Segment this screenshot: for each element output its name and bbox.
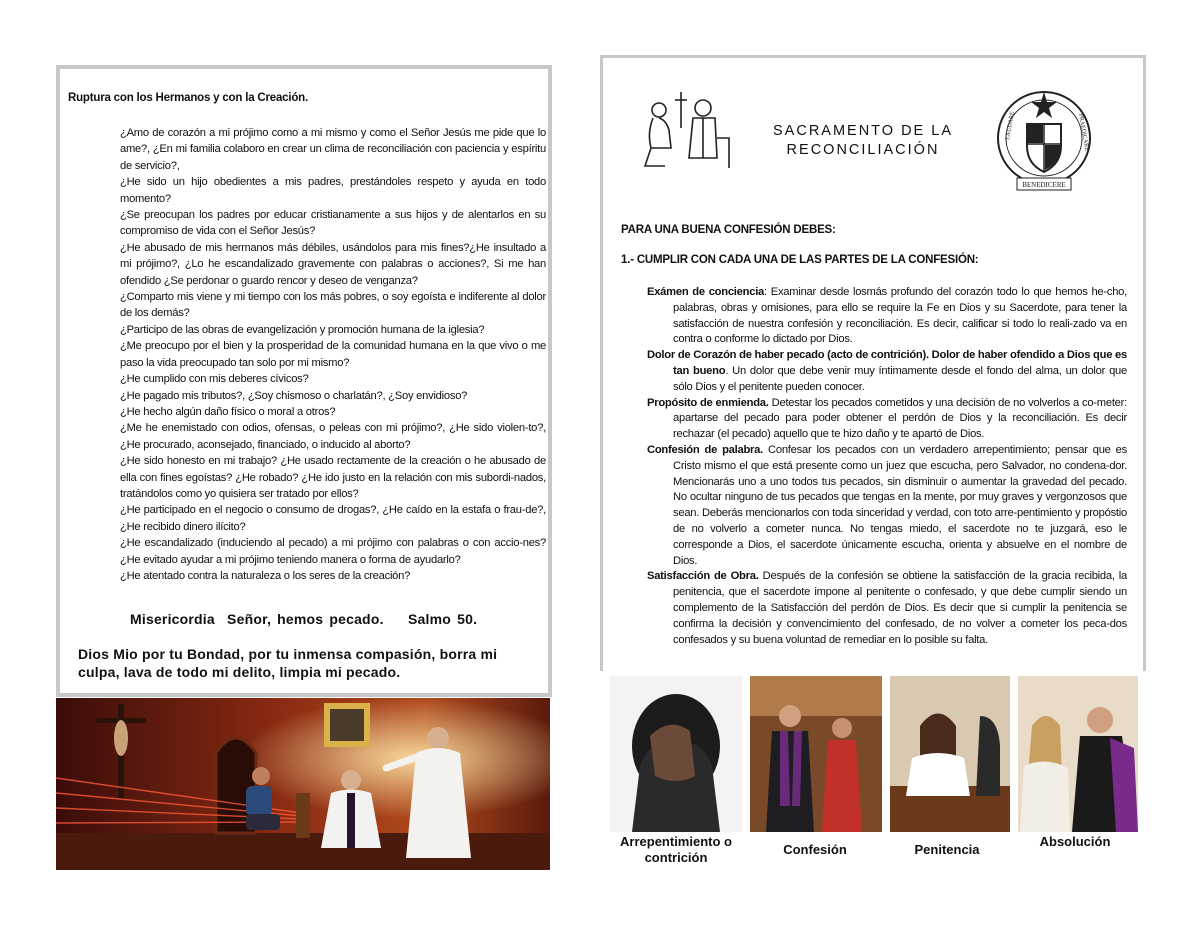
dominican-seal-logo [995, 84, 1093, 196]
subtitle: PARA UNA BUENA CONFESIÓN DEBES: [621, 224, 836, 236]
photo-absolution [1018, 676, 1138, 832]
left-page [56, 65, 552, 697]
question-item: ¿He escandalizado (induciendo al pecado) a mi prójimo con palabras o con accio-nes? ¿He evitado ayudar a mi prójimo teniendo manera o forma de ayudarlo? [120, 537, 546, 566]
step-heading: 1.- CUMPLIR CON CADA UNA DE LAS PARTES DE LA CONFESIÓN: [621, 254, 979, 266]
caption-penance: Penitencia [914, 842, 980, 857]
confession-painting [56, 698, 550, 870]
question-item: ¿He sido un hijo obedientes a mis padres, prestándoles respeto y ayuda en todo momento? [120, 176, 546, 205]
photo-confession [750, 676, 882, 832]
question-item: ¿He hecho algún daño físico o moral a otros? [120, 405, 336, 418]
part-text: Detestar los pecados cometidos y una decisión de no volverlos a co-meter: apartarse del pecado para poder obtener el perdón de Dios y la reconciliación. Es decir rechazar (el pecado) aquello que te hizo daño y te apartó de Dios. [673, 396, 1127, 441]
title-line-2: RECONCILIACIÓN [786, 142, 940, 158]
question-item: ¿Amo de corazón a mi prójimo como a mi mismo y como el Señor Jesús me pide que lo ame?, ¿En mi familia colaboro en crear un clima de reconciliación con paciencia y espíritu de servicio?, [120, 127, 546, 172]
part-term: Exámen de conciencia [647, 286, 765, 298]
photo-repentance [610, 676, 742, 832]
caption-absolution: Absolución [1039, 834, 1111, 849]
question-list [120, 125, 546, 584]
question-item: ¿He sido honesto en mi trabajo? ¿He usado rectamente de la creación o he abusado de ella con fines egoístas? ¿He robado? ¿He ido justo en la relación con mis subordi-nados, tratándolos como yo quisiera ser tratado por ellos? [120, 455, 546, 500]
part-item [647, 569, 1127, 648]
part-item [647, 285, 1127, 348]
psalm-heading: Misericordia Señor, hemos pecado. Salmo 50. [130, 611, 478, 627]
part-text: Confesar los pecados con un verdadero arrepentimiento; pensar que es Cristo mismo el que está presente como un juez que escucha, pero Salvador, no condena-dor. Mencionarás uno a uno todos tus pecados, sin disminuir o aumentar la gravedad del pecado. No ocultar ninguno de tus pecados que tengas en la mente, por muy graves y vergonzosos que sean. Deberás mencionarlos con toda sinceridad y verdad, con toto arre-pentimiento y propóstio de no volverlo a cometer nunca. No tengas miedo, el sacerdote no te juzgará, eso le corresponde a Dios, el sacerdote únicamente escucha, orienta y absuelve en el nombre de Dios. [673, 443, 1127, 567]
question-item: ¿Me preocupo por el bien y la prosperidad de la comunidad humana en la que vivo o me paso la vida preocupado tan solo por mi mismo? [120, 340, 546, 369]
part-text: : Examinar desde losmás profundo del corazón todo lo que hemos he-cho, palabras, obras y omisiones, para ello se require la Fe en Dios y su Sacerdote, para tener la satisfacción de nuestra confesión y reconciliación. Es decir, calificar si todo lo reali-zado va en contra o conforme lo dictado por Dios. [673, 286, 1128, 346]
part-item [647, 348, 1127, 395]
question-item: ¿He atentado contra la naturaleza o los seres de la creación? [120, 569, 411, 582]
prayer-text: Dios Mio por tu Bondad, por tu inmensa compasión, borra mi culpa, lava de todo mi delito, limpia mi pecado. [78, 646, 498, 680]
question-item: ¿Comparto mis viene y mi tiempo con los más pobres, o soy egoísta e indiferente al dolor de los demás? [120, 291, 546, 320]
caption-confession: Confesión [783, 842, 847, 857]
main-title [763, 122, 963, 160]
part-item [647, 396, 1127, 443]
question-item: ¿He cumplido con mis deberes cívicos? [120, 373, 309, 386]
seal-text-right: PRAEDICARE [1077, 113, 1090, 152]
part-term: Dolor de Corazón de haber pecado (acto de contrición). Dolor de haber ofendido a Dios que es tan bueno [647, 349, 1127, 377]
part-term: Satisfacción de Obra. [647, 570, 759, 583]
seal-text-bottom: BENEDICERE [1022, 181, 1066, 189]
part-text: Después de la confesión se obtiene la satisfacción de la gracia recibida, la penitencia, que el sacerdote impone al penitente o confesado, y que debe cumplir siendo un complemento de la Satisfacción del perdón de Dios. Es decir que si cumplir la penitencia se confirma la decisión y convencimiento del confesado, de no volver a cometer los peca-dos confesados y su buena voluntad de remediar en lo posible su falta. [673, 570, 1127, 646]
right-page [600, 55, 1146, 671]
question-item: ¿He abusado de mis hermanos más débiles, usándolos para mis fines?¿He insultado a mi prójimo?, ¿Lo he escandalizado gravemente con palabras o acciones?, Si me han ofendido ¿Se perdonar o guardo rencor y deseo de venganza? [120, 241, 546, 287]
part-text: . Un dolor que debe venir muy íntimamente desde el fondo del alma, un dolor que sólo Dios y el penitente pueden conocer. [673, 364, 1127, 393]
question-item: ¿Participo de las obras de evangelización y promoción humana de la iglesia? [120, 323, 485, 336]
question-item: ¿He pagado mis tributos?, ¿Soy chismoso o charlatán?, ¿Soy envidioso? [120, 389, 468, 402]
caption-repentance: Arrepentimiento o contrición [620, 834, 732, 865]
question-item: ¿Se preocupan los padres por educar cristianamente a sus hijos y de alentarlos en su compromiso de vida con el Señor Jesús? [120, 209, 546, 238]
question-item: ¿He participado en el negocio o consumo de drogas?, ¿He caído en la estafa o frau-de?, ¿He recibido dinero ilícito? [120, 504, 546, 533]
part-item [647, 443, 1127, 569]
part-term: Confesión de palabra. [647, 443, 763, 456]
part-term: Propósito de enmienda. [647, 396, 769, 409]
seal-text-left: LAUDARE [1005, 111, 1016, 141]
confession-icon [631, 88, 735, 176]
photo-penance [890, 676, 1010, 832]
title-line-1: SACRAMENTO DE LA [773, 123, 953, 139]
section-title: Ruptura con los Hermanos y con la Creación. [68, 92, 308, 104]
confession-parts-list [647, 285, 1127, 648]
question-item: ¿Me he enemistado con odios, ofensas, o peleas con mi prójimo?, ¿He sido violen-to?, ¿He procurado, aconsejado, financiado, o inducido al aborto? [120, 422, 546, 451]
